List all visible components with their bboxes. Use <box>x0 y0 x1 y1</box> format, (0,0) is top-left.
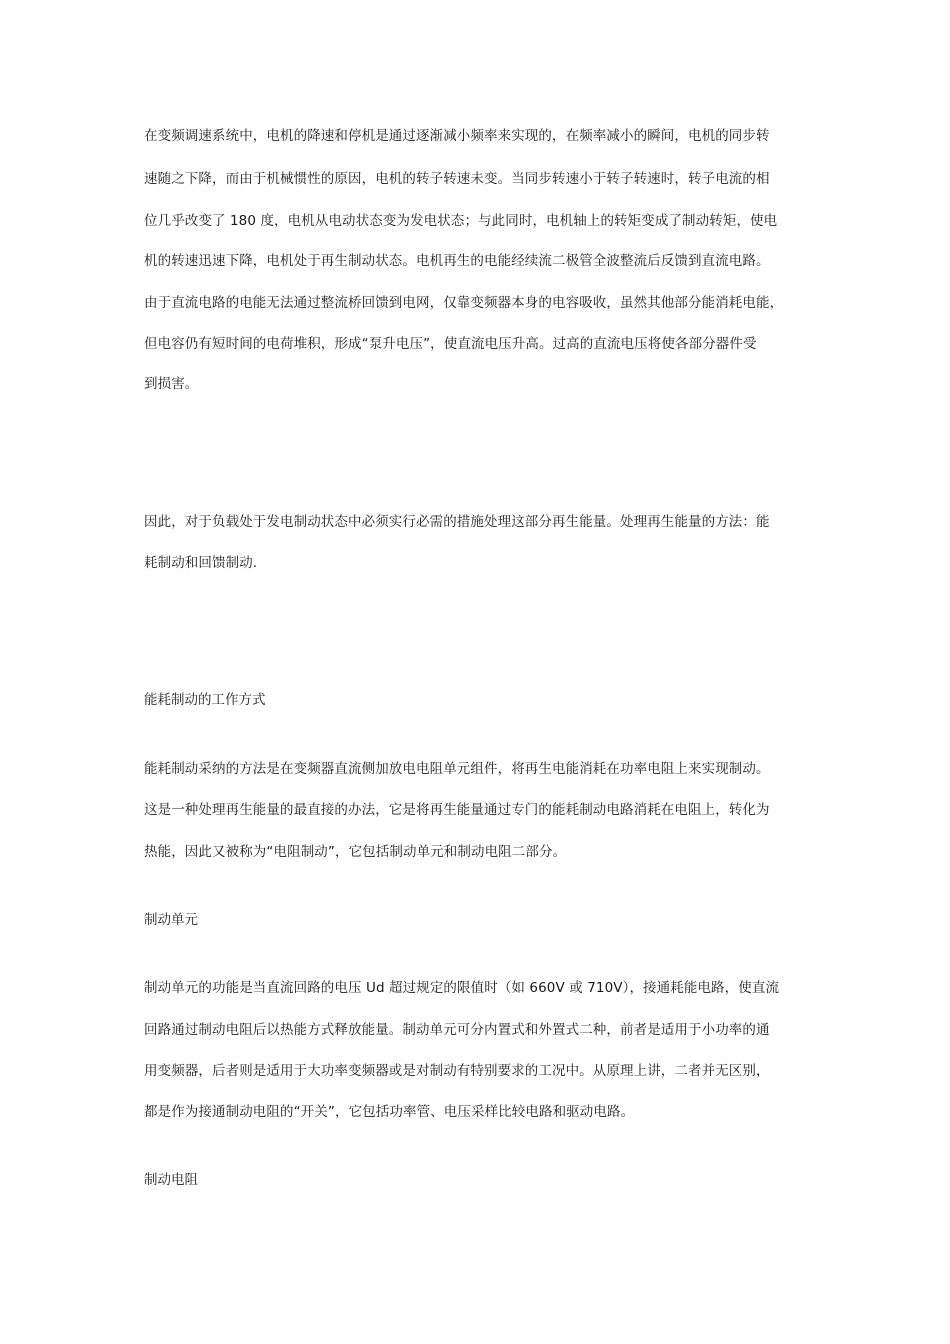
paragraph-line: 因此，对于负载处于发电制动状态中必须实行必需的措施处理这部分再生能量。处理再生能量的方法：能 <box>144 514 770 530</box>
section-heading-braking-resistor: 制动电阻 <box>144 1172 198 1188</box>
paragraph-line: 但电容仍有短时间的电荷堆积，形成“泵升电压”，使直流电压升高。过高的直流电压将使各部分器件受 <box>144 336 757 352</box>
paragraph-line: 热能，因此又被称为“电阻制动”，它包括制动单元和制动电阻二部分。 <box>144 844 567 860</box>
paragraph-line: 机的转速迅速下降，电机处于再生制动状态。电机再生的电能经续流二极管全波整流后反馈到直流电路。 <box>144 253 770 269</box>
paragraph-line: 都是作为接通制动电阻的“开关”，它包括功率管、电压采样比较电路和驱动电路。 <box>144 1104 635 1120</box>
paragraph-line: 耗制动和回馈制动. <box>144 555 258 571</box>
paragraph-line: 回路通过制动电阻后以热能方式释放能量。制动单元可分内置式和外置式二种，前者是适用于小功率的通 <box>144 1022 770 1038</box>
paragraph-line: 位几乎改变了 180 度，电机从电动状态变为发电状态；与此同时，电机轴上的转矩变成了制动转矩，使电 <box>144 213 778 229</box>
paragraph-line: 能耗制动采纳的方法是在变频器直流侧加放电电阻单元组件，将再生电能消耗在功率电阻上来实现制动。 <box>144 761 770 777</box>
section-heading-dynamic-braking: 能耗制动的工作方式 <box>144 692 266 708</box>
section-heading-braking-unit: 制动单元 <box>144 912 198 928</box>
paragraph-line: 速随之下降，而由于机械惯性的原因，电机的转子转速未变。当同步转速小于转子转速时，转子电流的相 <box>144 171 770 187</box>
paragraph-line: 在变频调速系统中，电机的降速和停机是通过逐渐减小频率来实现的，在频率减小的瞬间，电机的同步转 <box>144 128 770 144</box>
paragraph-line: 这是一种处理再生能量的最直接的办法，它是将再生能量通过专门的能耗制动电路消耗在电阻上，转化为 <box>144 802 770 818</box>
paragraph-line: 由于直流电路的电能无法通过整流桥回馈到电网，仅靠变频器本身的电容吸收，虽然其他部分能消耗电能， <box>144 295 784 311</box>
paragraph-line: 制动单元的功能是当直流回路的电压 Ud 超过规定的限值时（如 660V 或 710V），接通耗能电路，使直流 <box>144 980 780 996</box>
paragraph-line: 用变频器，后者则是适用于大功率变频器或是对制动有特别要求的工况中。从原理上讲，二者并无区别， <box>144 1063 770 1079</box>
paragraph-line: 到损害。 <box>144 376 199 392</box>
